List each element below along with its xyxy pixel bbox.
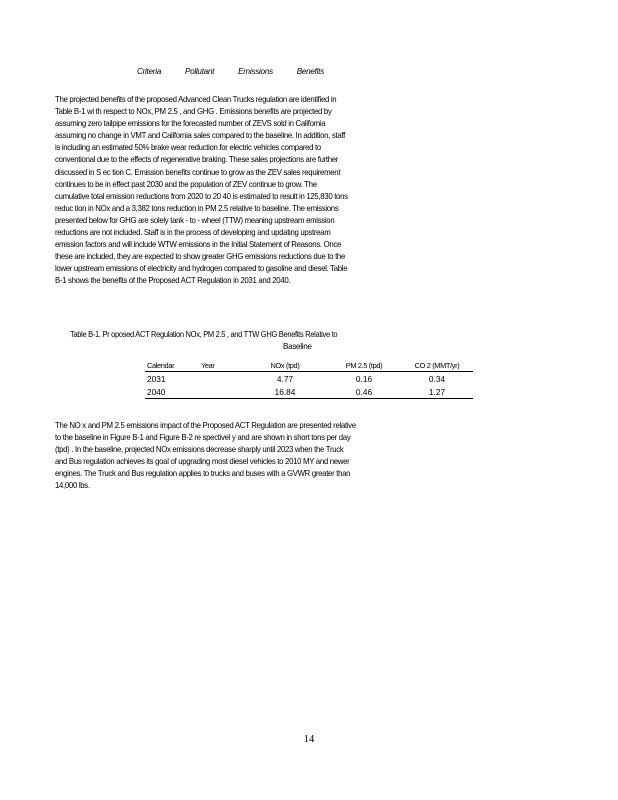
text-line: emission factors and will include WTW emissions in the Initial Statement of Reasons. Once <box>55 239 342 250</box>
table-cell: 0.34 <box>428 373 446 384</box>
paragraph-impact <box>55 419 552 492</box>
col-header-nox: NOx (tpd) <box>243 359 327 372</box>
text-line: Table B-1 wi th respect to NOx, PM 2.5 , and GHG . Emissions benefits are projected by <box>55 106 332 117</box>
table-cell: 16.84 <box>243 385 327 399</box>
text-line: conventional due to the effects of regenerative braking. These sales projections are further <box>55 154 339 165</box>
table-cell: 2040 <box>145 385 199 399</box>
table-cell <box>199 372 243 386</box>
text-line: these are included, they are expected to show greater GHG emissions reductions due to the <box>55 251 345 262</box>
text-line: assuming zero tailpipe emissions for the forecasted number of ZEVS sold in California <box>55 118 326 129</box>
table-cell: 0.46 <box>327 385 401 399</box>
table-caption-line2: Baseline <box>283 342 312 351</box>
text-line: and Bus regulation achieves its goal of upgrading most diesel vehicles to 2010 MY and newer <box>55 456 350 467</box>
text-line: discussed in S ec tion C. Emission benefits continue to grow as the ZEV sales requirement <box>55 166 341 177</box>
col-header-pm25: PM 2.5 (tpd) <box>327 359 401 372</box>
table-cell: 1.27 <box>401 385 473 399</box>
benefits-table <box>145 359 473 399</box>
text-line: presented below for GHG are solely tank - to - wheel (TTW) meaning upstream emission <box>55 214 335 225</box>
table-caption: Table B-1. Pr oposed ACT Regulation NOx, PM 2.5 , and TTW GHG Benefits Relative to <box>70 330 338 339</box>
section-heading <box>137 67 346 76</box>
table-cell: 4.77 <box>276 373 294 384</box>
text-line: 14,000 lbs. <box>55 480 90 491</box>
table-cell: 2031 <box>147 373 166 384</box>
text-line: continues to be in effect past 2030 and the population of ZEV continue to grow. The <box>55 178 317 189</box>
col-header-co2: CO 2 (MMT/yr) <box>401 359 473 372</box>
heading-word: Benefits <box>296 67 324 76</box>
text-line: The NO x and PM 2.5 emissions impact of the Proposed ACT Regulation are presented relative <box>55 420 356 430</box>
text-line: reductions are not included. Staff is in the process of developing and updating upstream <box>55 227 331 238</box>
text-line: (tpd) . In the baseline, projected NOx emissions decrease sharply until 2023 when the Truck <box>55 444 344 455</box>
text-line: cumulative total emission reductions from 2020 to 20 40 is estimated to result in 125,830 tons <box>55 190 348 201</box>
text-line: The projected benefits of the proposed Advanced Clean Trucks regulation are identified in <box>55 94 337 104</box>
heading-word: Pollutant <box>184 67 215 76</box>
text-line: reduc tion in NOx and a 3,382 tons reduction in PM 2.5 relative to baseline. The emissions <box>55 202 339 213</box>
table-row <box>145 385 473 399</box>
text-line: lower upstream emissions of electricity and hydrogen compared to gasoline and diesel. Table <box>55 263 348 274</box>
heading-word: Emissions <box>238 67 273 76</box>
table-cell: 0.16 <box>355 373 373 384</box>
page-number: 14 <box>303 734 315 745</box>
table-row <box>145 372 473 386</box>
heading-word: Criteria <box>137 67 161 76</box>
col-header-year: Year <box>199 359 243 372</box>
paragraph-benefits <box>55 93 552 287</box>
text-line: engines. The Truck and Bus regulation applies to trucks and buses with a GVWR greater than <box>55 468 351 479</box>
text-line: B-1 shows the benefits of the Proposed ACT Regulation in 2031 and 2040. <box>55 275 291 286</box>
text-line: assuming no change in VMT and California sales compared to the baseline. In addition, staff <box>55 130 345 141</box>
table-cell <box>199 385 243 399</box>
text-line: to the baseline in Figure B-1 and Figure B-2 re spectivel y and are shown in short tons per day <box>55 432 351 443</box>
text-line: is including an estimated 50% brake wear reduction for electric vehicles compared to <box>55 142 321 153</box>
table-header-row <box>145 359 473 372</box>
col-header-calendar: Calendar <box>145 359 199 372</box>
